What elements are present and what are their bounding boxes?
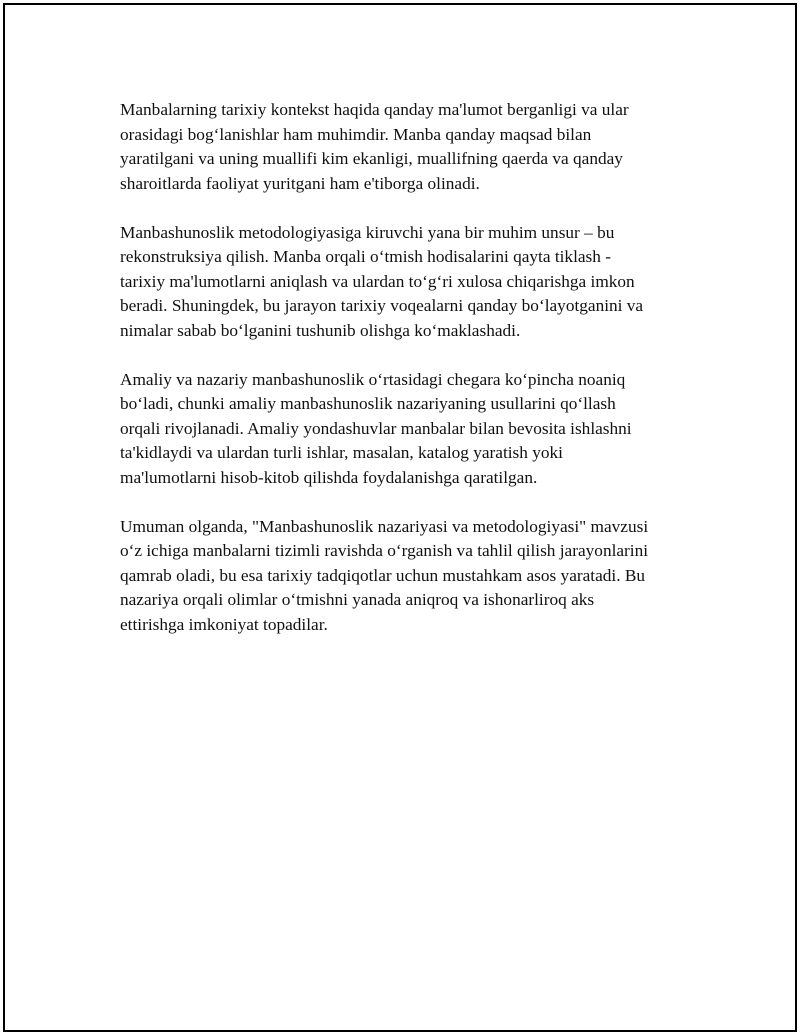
paragraph-3: Amaliy va nazariy manbashunoslik o‘rtasidagi chegara ko‘pincha noaniq bo‘ladi, chunki amaliy manbashunoslik nazariyaning usullarini qo‘llash orqali rivojlanadi. Amaliy yondashuvlar manbalar bilan bevosita ishlashni ta'kidlaydi va ulardan turli ishlar, masalan, katalog yaratish yoki ma'lumotlarni hisob-kitob qilishda foydalanishga qaratilgan.	[120, 369, 632, 487]
document-body	[120, 98, 700, 662]
document-page	[3, 3, 797, 1032]
paragraph-4: Umuman olganda, "Manbashunoslik nazariyasi va metodologiyasi" mavzusi o‘z ichiga manbalarni tizimli ravishda o‘rganish va tahlil qilish jarayonlarini qamrab oladi, bu esa tarixiy tadqiqotlar uchun mustahkam asos yaratadi. Bu nazariya orqali olimlar o‘tmishni yanada aniqroq va ishonarliroq aks ettirishga imkoniyat topadilar.	[120, 516, 649, 634]
paragraph-1: Manbalarning tarixiy kontekst haqida qanday ma'lumot berganligi va ular orasidagi bog‘lanishlar ham muhimdir. Manba qanday maqsad bilan yaratilgani va uning muallifi kim ekanligi, muallifning qaerda va qanday sharoitlarda faoliyat yuritgani ham e'tiborga olinadi.	[120, 100, 629, 193]
paragraph-2: Manbashunoslik metodologiyasiga kiruvchi yana bir muhim unsur – bu rekonstruksiya qilish. Manba orqali o‘tmish hodisalarini qayta tiklash - tarixiy ma'lumotlarni aniqlash va ulardan to‘g‘ri xulosa chiqarishga imkon beradi. Shuningdek, bu jarayon tarixiy voqealarni qanday bo‘layotganini va nimalar sabab bo‘lganini tushunib olishga ko‘maklashadi.	[120, 222, 644, 340]
